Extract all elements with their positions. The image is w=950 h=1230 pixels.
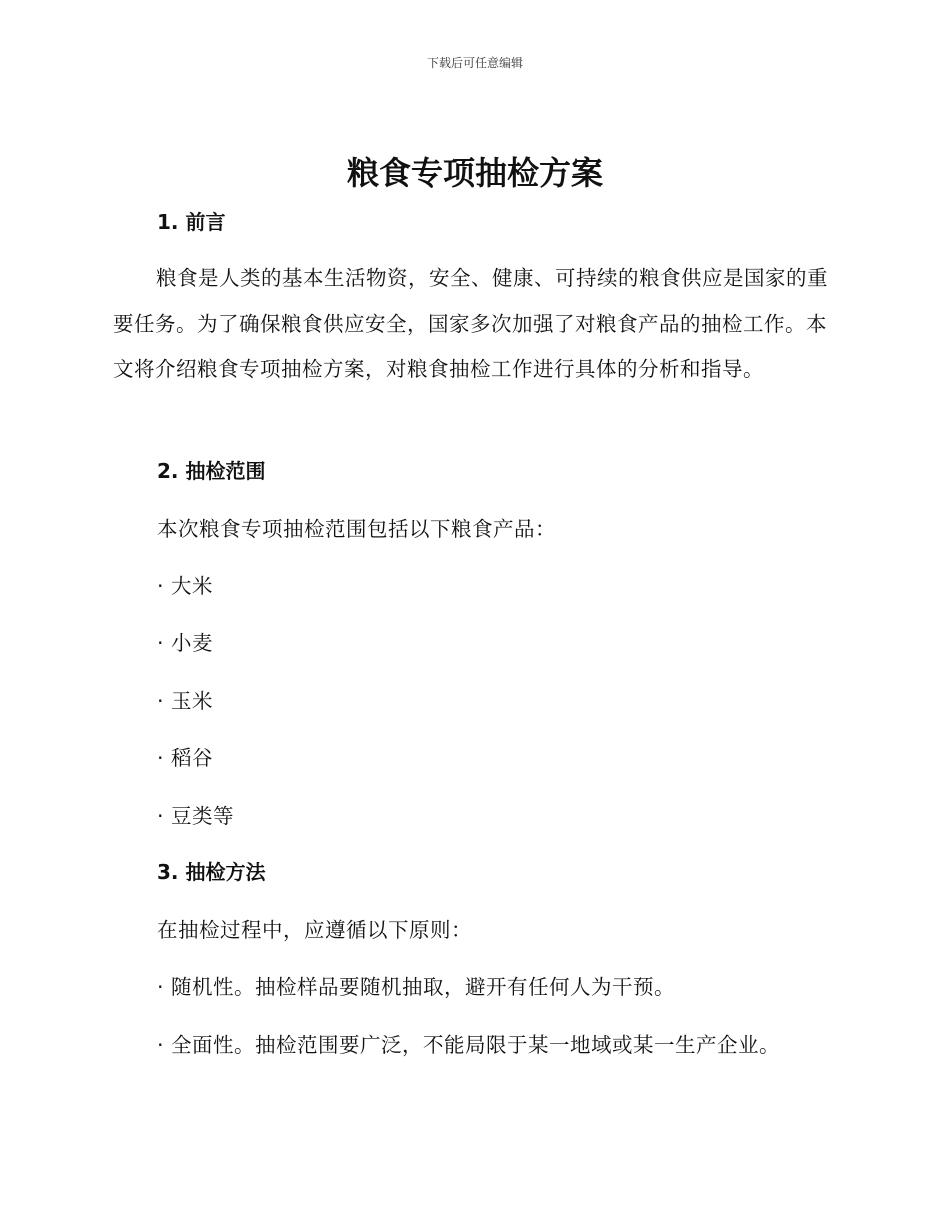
list-item: · 大米: [157, 574, 214, 598]
list-item: · 豆类等: [157, 804, 235, 828]
section-heading-method: 3. 抽检方法: [157, 860, 266, 884]
preface-paragraph: 粮食是人类的基本生活物资，安全、健康、可持续的粮食供应是国家的重要任务。为了确保粮食供应安全，国家多次加强了对粮食产品的抽检工作。本文将介绍粮食专项抽检方案，对粮食抽检工作进行具体的分析和指导。: [113, 266, 828, 381]
document-title: 粮食专项抽检方案: [346, 154, 603, 192]
list-item: · 小麦: [157, 631, 214, 655]
list-item: · 玉米: [157, 689, 214, 713]
method-intro: 在抽检过程中，应遵循以下原则：: [157, 918, 472, 942]
list-item: · 全面性。抽检范围要广泛，不能局限于某一地域或某一生产企业。: [157, 1033, 781, 1057]
section-heading-preface: 1. 前言: [157, 210, 226, 234]
list-item: · 随机性。抽检样品要随机抽取，避开有任何人为干预。: [157, 975, 676, 999]
list-item: · 稻谷: [157, 746, 214, 770]
scope-intro: 本次粮食专项抽检范围包括以下粮食产品：: [157, 517, 556, 541]
header-note: 下载后可任意编辑: [426, 56, 523, 70]
section-heading-scope: 2. 抽检范围: [157, 459, 266, 483]
